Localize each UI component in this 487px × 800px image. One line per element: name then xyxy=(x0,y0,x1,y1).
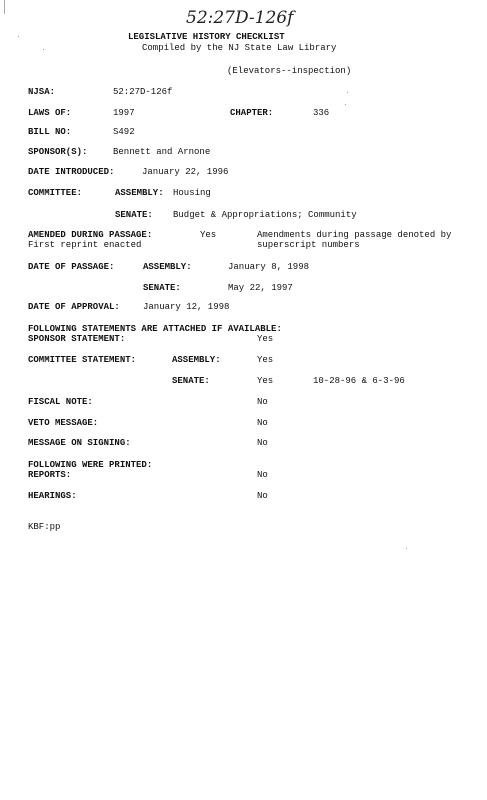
first-reprint: First reprint enacted xyxy=(28,240,142,250)
hearings-label: HEARINGS: xyxy=(28,491,77,501)
scan-speck xyxy=(18,36,19,37)
scan-speck xyxy=(43,49,44,50)
sponsor-statement-value: Yes xyxy=(257,334,274,344)
printed-heading: FOLLOWING WERE PRINTED: xyxy=(28,460,153,470)
approval-value: January 12, 1998 xyxy=(143,302,230,312)
amended-value: Yes xyxy=(200,230,217,240)
passage-label: DATE OF PASSAGE: xyxy=(28,262,115,272)
hearings-value: No xyxy=(257,491,268,501)
laws-value: 1997 xyxy=(113,108,135,118)
committee-statement-label: COMMITTEE STATEMENT: xyxy=(28,355,137,365)
passage-senate-label: SENATE: xyxy=(143,283,181,293)
committee-statement-assembly-label: ASSEMBLY: xyxy=(172,355,221,365)
njsa-value: 52:27D-126f xyxy=(113,87,173,97)
committee-statement-senate-value: Yes xyxy=(257,376,274,386)
reports-label: REPORTS: xyxy=(28,470,72,480)
veto-message-label: VETO MESSAGE: xyxy=(28,418,99,428)
fiscal-note-label: FISCAL NOTE: xyxy=(28,397,93,407)
bill-label: BILL NO: xyxy=(28,127,72,137)
handwritten-citation: 52:27D-126f xyxy=(186,8,294,28)
fiscal-note-value: No xyxy=(257,397,268,407)
introduced-value: January 22, 1996 xyxy=(142,167,229,177)
committee-senate-value: Budget & Appropriations; Community xyxy=(173,210,357,220)
signing-message-label: MESSAGE ON SIGNING: xyxy=(28,438,131,448)
committee-statement-senate-dates: 10-28-96 & 6-3-96 xyxy=(313,376,405,386)
reports-value: No xyxy=(257,470,268,480)
typist-initials: KBF:pp xyxy=(28,522,61,532)
amended-label: AMENDED DURING PASSAGE: xyxy=(28,230,153,240)
approval-label: DATE OF APPROVAL: xyxy=(28,302,120,312)
sponsor-label: SPONSOR(S): xyxy=(28,147,88,157)
committee-statement-senate-label: SENATE: xyxy=(172,376,210,386)
statements-heading: FOLLOWING STATEMENTS ARE ATTACHED IF AVAILABLE: xyxy=(28,324,282,334)
compiled-by: Compiled by the NJ State Law Library xyxy=(142,43,337,53)
left-margin-mark xyxy=(4,0,5,14)
sponsor-value: Bennett and Arnone xyxy=(113,147,211,157)
bill-value: S492 xyxy=(113,127,135,137)
amended-note-line2: superscript numbers xyxy=(257,240,360,250)
passage-assembly-label: ASSEMBLY: xyxy=(143,262,192,272)
passage-assembly-value: January 8, 1998 xyxy=(228,262,310,272)
passage-senate-value: May 22, 1997 xyxy=(228,283,293,293)
scan-speck xyxy=(345,104,346,105)
laws-label: LAWS OF: xyxy=(28,108,72,118)
subject: (Elevators--inspection) xyxy=(227,66,352,76)
committee-assembly-value: Housing xyxy=(173,188,211,198)
signing-message-value: No xyxy=(257,438,268,448)
chapter-label: CHAPTER: xyxy=(230,108,274,118)
committee-senate-label: SENATE: xyxy=(115,210,153,220)
amended-note-line1: Amendments during passage denoted by xyxy=(257,230,452,240)
scan-speck xyxy=(406,548,407,549)
committee-statement-assembly-value: Yes xyxy=(257,355,274,365)
chapter-value: 336 xyxy=(313,108,330,118)
sponsor-statement-label: SPONSOR STATEMENT: xyxy=(28,334,126,344)
njsa-label: NJSA: xyxy=(28,87,56,97)
committee-label: COMMITTEE: xyxy=(28,188,83,198)
committee-assembly-label: ASSEMBLY: xyxy=(115,188,164,198)
document-title: LEGISLATIVE HISTORY CHECKLIST xyxy=(128,32,285,42)
veto-message-value: No xyxy=(257,418,268,428)
introduced-label: DATE INTRODUCED: xyxy=(28,167,115,177)
scan-speck xyxy=(347,92,348,93)
